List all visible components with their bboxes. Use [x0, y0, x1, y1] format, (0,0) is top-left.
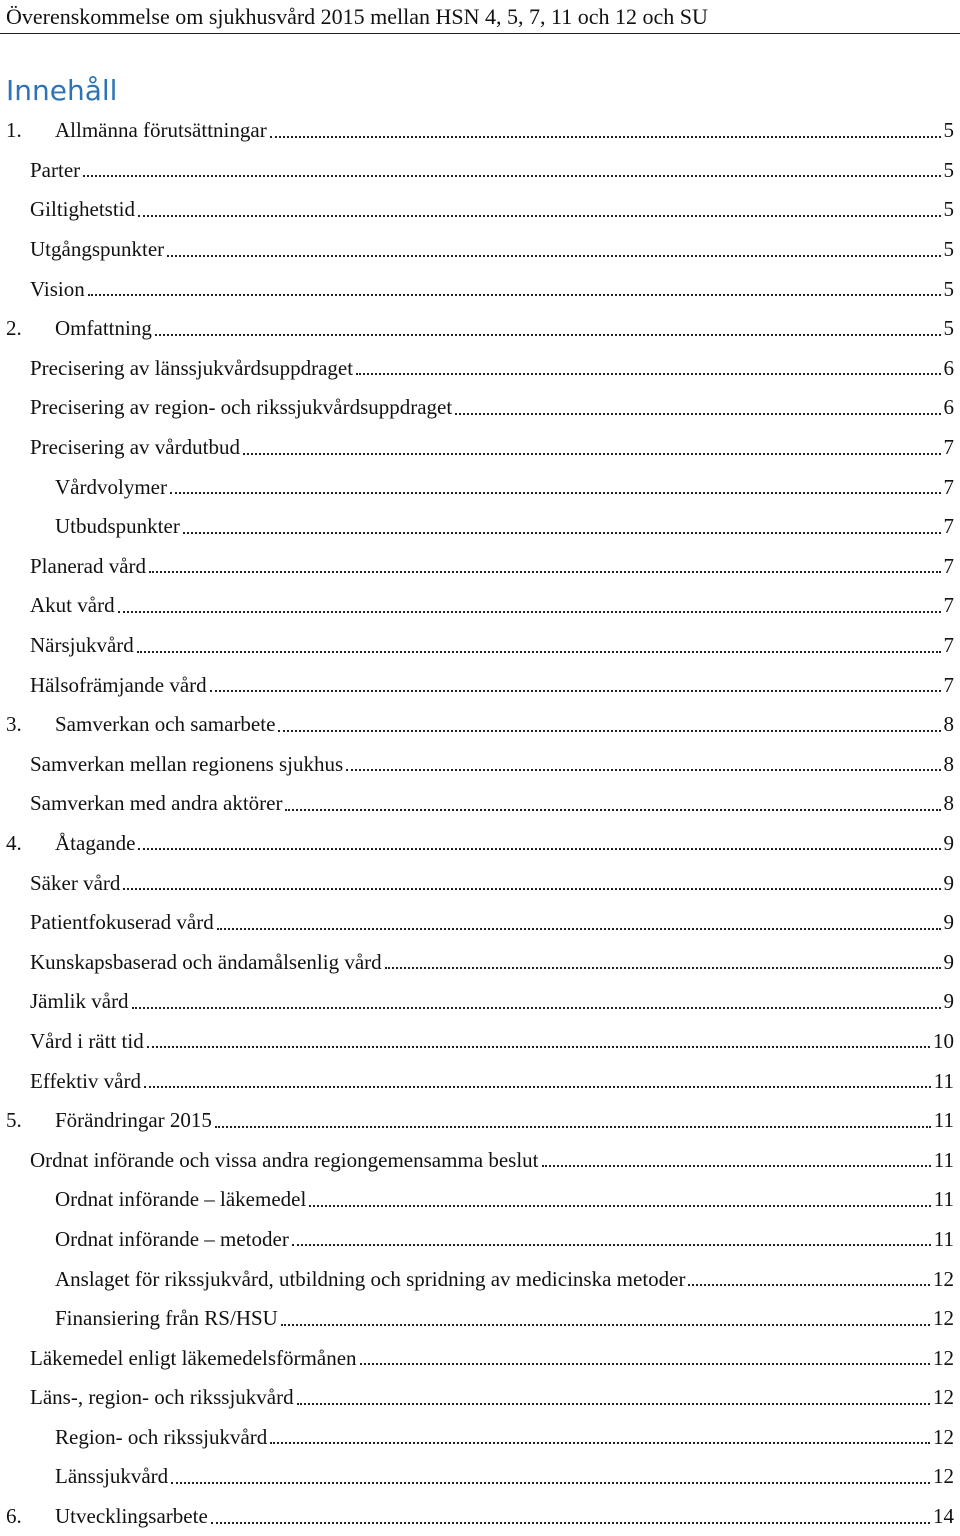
header-title: Överenskommelse om sjukhusvård 2015 mellan HSN 4, 5, 7, 11 och 12 och SU [6, 4, 708, 29]
toc-entry-number: 4. [6, 830, 22, 855]
dot-leader [210, 690, 941, 692]
dot-leader [215, 1126, 931, 1128]
dot-leader [170, 492, 941, 494]
dot-leader [167, 255, 940, 257]
toc-entry-page: 11 [933, 1187, 954, 1212]
toc-entry-title: Giltighetstid [30, 197, 135, 222]
dot-leader [309, 1205, 930, 1207]
toc-entry-page: 6 [943, 395, 954, 420]
toc-entry-page: 6 [943, 355, 954, 380]
dot-leader [83, 175, 940, 177]
toc-entry-page: 5 [943, 237, 954, 262]
toc-entry-title: Vision [30, 276, 85, 301]
toc-entry-number: 6. [6, 1504, 22, 1529]
dot-leader [360, 1363, 930, 1365]
toc-entry[interactable] [0, 1061, 960, 1101]
dot-leader [292, 1244, 931, 1246]
toc-entry-number: 3. [6, 712, 22, 737]
toc-entry-page: 11 [933, 1147, 954, 1172]
toc-entry-page: 9 [943, 949, 954, 974]
toc-entry-page: 9 [943, 870, 954, 895]
toc-entry[interactable] [0, 507, 960, 547]
toc-entry-page: 10 [933, 1028, 954, 1053]
toc-entry-page: 12 [933, 1464, 954, 1489]
toc-entry-page: 5 [943, 118, 954, 143]
toc-entry-title: Läkemedel enligt läkemedelsförmånen [30, 1345, 357, 1370]
toc-entry-title: Samverkan mellan regionens sjukhus [30, 751, 344, 776]
toc-entry-page: 5 [943, 316, 954, 341]
toc-entry-title: Akut vård [30, 593, 115, 618]
toc-entry-page: 8 [943, 791, 954, 816]
toc-entry-title: Precisering av vårdutbud [30, 435, 240, 460]
dot-leader [297, 1403, 930, 1405]
dot-leader [137, 651, 941, 653]
toc-entry-title: Effektiv vård [30, 1068, 141, 1093]
toc-entry[interactable] [0, 665, 960, 705]
toc-entry[interactable] [0, 428, 960, 468]
toc-entry-page: 12 [933, 1266, 954, 1291]
toc-entry[interactable] [0, 309, 960, 349]
dot-leader [281, 1324, 930, 1326]
toc-entry-page: 8 [943, 751, 954, 776]
toc-entry-title: Säker vård [30, 870, 121, 895]
toc-entry[interactable] [0, 1140, 960, 1180]
toc-entry-title: Närsjukvård [30, 633, 134, 658]
toc-entry[interactable] [0, 903, 960, 943]
toc-entry-page: 5 [943, 157, 954, 182]
toc-entry[interactable] [0, 547, 960, 587]
toc-entry-page: 7 [943, 593, 954, 618]
toc-entry-title: Vårdvolymer [55, 474, 167, 499]
toc-entry-title: Jämlik vård [30, 989, 129, 1014]
toc-entry-page: 12 [933, 1424, 954, 1449]
toc-entry[interactable] [0, 784, 960, 824]
toc-entry-page: 7 [943, 514, 954, 539]
toc-entry-title: Anslaget för rikssjukvård, utbildning och spridning av medicinska metoder [55, 1266, 686, 1291]
toc-entry-page: 8 [943, 712, 954, 737]
toc-entry[interactable] [0, 467, 960, 507]
toc-entry-title: Hälsofrämjande vård [30, 672, 207, 697]
toc-entry-title: Utgångspunkter [30, 237, 165, 262]
toc-entry-title: Läns-, region- och rikssjukvård [30, 1385, 294, 1410]
toc-entry-title: Patientfokuserad vård [30, 910, 214, 935]
dot-leader [270, 1442, 930, 1444]
toc-entry[interactable] [0, 1022, 960, 1062]
toc-entry[interactable] [0, 151, 960, 191]
dot-leader [346, 769, 940, 771]
toc-entry-page: 12 [933, 1306, 954, 1331]
toc-entry-title: Ordnat införande och vissa andra regiongemensamma beslut [30, 1147, 539, 1172]
toc-entry[interactable] [0, 942, 960, 982]
toc-entry-page: 7 [943, 672, 954, 697]
dot-leader [88, 294, 941, 296]
toc-entry-title: Vård i rätt tid [30, 1028, 144, 1053]
toc-entry-title: Precisering av länssjukvårdsuppdraget [30, 355, 354, 380]
dot-leader [155, 334, 941, 336]
toc-entry-title: Förändringar 2015 [55, 1108, 212, 1133]
toc-entry[interactable] [0, 1101, 960, 1141]
dot-leader [217, 928, 941, 930]
toc-entry-page: 11 [933, 1068, 954, 1093]
toc-entry-title: Omfattning [55, 316, 152, 341]
toc-heading: Innehåll [6, 74, 118, 107]
toc-entry[interactable] [0, 982, 960, 1022]
dot-leader [138, 215, 941, 217]
toc-entry-title: Precisering av region- och rikssjukvårdsuppdraget [30, 395, 453, 420]
toc-entry[interactable] [0, 269, 960, 309]
toc-entry-page: 7 [943, 633, 954, 658]
toc-entry[interactable] [0, 190, 960, 230]
toc-entry-title: Finansiering från RS/HSU [55, 1306, 278, 1331]
toc-entry-page: 12 [933, 1345, 954, 1370]
toc-entry[interactable] [0, 1378, 960, 1418]
toc-entry-page: 11 [933, 1108, 954, 1133]
toc-entry-title: Parter [30, 157, 81, 182]
toc-entry[interactable] [0, 388, 960, 428]
toc-entry-title: Samverkan och samarbete [55, 712, 276, 737]
toc-entry[interactable] [0, 1338, 960, 1378]
dot-leader [270, 136, 941, 138]
toc-entry[interactable] [0, 824, 960, 864]
toc-entry[interactable] [0, 1259, 960, 1299]
dot-leader [147, 1046, 930, 1048]
toc-entry[interactable] [0, 1457, 960, 1497]
toc-entry[interactable] [0, 586, 960, 626]
toc-entry-number: 5. [6, 1108, 22, 1133]
toc-entry-title: Länssjukvård [55, 1464, 169, 1489]
page-header [0, 0, 960, 34]
toc-entry[interactable] [0, 626, 960, 666]
dot-leader [123, 888, 940, 890]
toc-entry-title: Region- och rikssjukvård [55, 1424, 268, 1449]
toc-entry-title: Åtagande [55, 830, 136, 855]
toc-entry[interactable] [0, 1497, 960, 1536]
toc-entry[interactable] [0, 230, 960, 270]
toc-entry-page: 9 [943, 830, 954, 855]
dot-leader [144, 1086, 931, 1088]
toc-entry-page: 5 [943, 197, 954, 222]
toc-entry[interactable] [0, 349, 960, 389]
dot-leader [356, 373, 940, 375]
toc-entry-page: 12 [933, 1385, 954, 1410]
toc-entry-title: Allmänna förutsättningar [55, 118, 267, 143]
dot-leader [138, 848, 940, 850]
toc-entry-title: Utvecklingsarbete [55, 1504, 208, 1529]
dot-leader [278, 730, 940, 732]
dot-leader [118, 611, 941, 613]
toc-entry-title: Samverkan med andra aktörer [30, 791, 283, 816]
dot-leader [542, 1165, 931, 1167]
toc-entry-page: 7 [943, 553, 954, 578]
dot-leader [243, 453, 941, 455]
toc-entry-page: 5 [943, 276, 954, 301]
toc-entry-page: 11 [933, 1226, 954, 1251]
toc-entry-page: 7 [943, 474, 954, 499]
toc-entry-title: Ordnat införande – metoder [55, 1226, 289, 1251]
toc-entry[interactable] [0, 1220, 960, 1260]
toc-entry-page: 14 [933, 1504, 954, 1529]
toc-entry-title: Ordnat införande – läkemedel [55, 1187, 307, 1212]
toc-entry[interactable] [0, 1180, 960, 1220]
dot-leader [385, 967, 941, 969]
dot-leader [455, 413, 940, 415]
toc-entry-number: 2. [6, 316, 22, 341]
toc-entry-page: 9 [943, 910, 954, 935]
toc-entry[interactable] [0, 1299, 960, 1339]
toc-entry-page: 7 [943, 435, 954, 460]
toc-entry-title: Planerad vård [30, 553, 147, 578]
dot-leader [211, 1522, 930, 1524]
toc-entry[interactable] [0, 1418, 960, 1458]
dot-leader [171, 1482, 930, 1484]
dot-leader [132, 1007, 941, 1009]
toc-entry-title: Utbudspunkter [55, 514, 180, 539]
toc-entry[interactable] [0, 705, 960, 745]
dot-leader [285, 809, 940, 811]
toc-entry[interactable] [0, 863, 960, 903]
toc-entry[interactable] [0, 111, 960, 151]
toc-entry-page: 9 [943, 989, 954, 1014]
toc-entry-number: 1. [6, 118, 22, 143]
dot-leader [688, 1284, 930, 1286]
dot-leader [183, 532, 941, 534]
toc-entry-title: Kunskapsbaserad och ändamålsenlig vård [30, 949, 382, 974]
toc-entry[interactable] [0, 745, 960, 785]
table-of-contents [0, 111, 960, 1536]
dot-leader [149, 571, 940, 573]
